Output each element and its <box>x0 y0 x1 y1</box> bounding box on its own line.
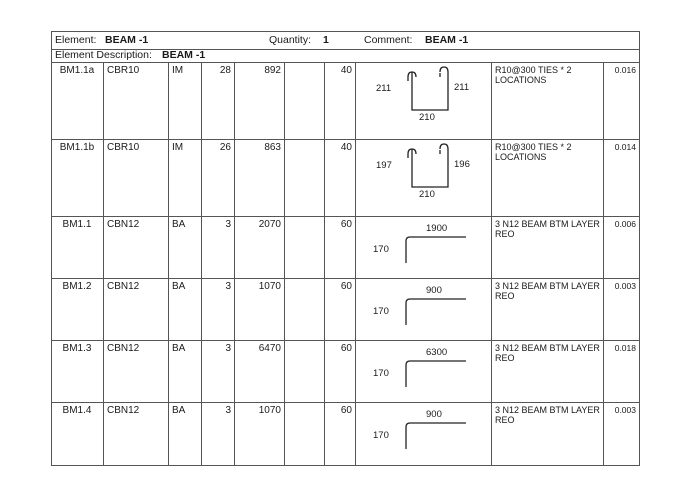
bar-type: BA <box>168 341 201 402</box>
bar-mark: BM1.2 <box>62 281 92 292</box>
bar-length: 863 <box>234 140 284 216</box>
table-row <box>52 402 639 465</box>
bar-code: CBR10 <box>103 140 168 216</box>
dim-top: 6300 <box>426 347 448 358</box>
bar-description: 3 N12 BEAM BTM LAYER REO <box>491 403 603 465</box>
bar-dia: 40 <box>324 63 355 139</box>
dim-left: 197 <box>376 160 392 171</box>
bar-quantity: 28 <box>201 63 234 139</box>
bar-shape-diagram <box>355 341 491 402</box>
bar-type: IM <box>168 140 201 216</box>
bar-length: 1070 <box>234 403 284 465</box>
dim-top: 900 <box>426 409 442 420</box>
bar-weight: 0.014 <box>603 140 639 216</box>
bar-shape-diagram <box>355 279 491 340</box>
bar-length: 6470 <box>234 341 284 402</box>
bar-code: CBR10 <box>103 63 168 139</box>
bar-description: 3 N12 BEAM BTM LAYER REO <box>491 341 603 402</box>
bar-shape-diagram <box>355 140 491 216</box>
bar-weight: 0.003 <box>603 403 639 465</box>
element-label: Element: <box>55 34 97 46</box>
comment-label: Comment: <box>364 34 413 46</box>
dim-top: 1900 <box>426 223 448 234</box>
bar-quantity: 3 <box>201 279 234 340</box>
dim-leg: 170 <box>373 430 389 441</box>
bar-weight: 0.018 <box>603 341 639 402</box>
blank-cell <box>284 217 324 278</box>
bar-code: CBN12 <box>103 279 168 340</box>
bar-code: CBN12 <box>103 217 168 278</box>
bar-schedule-sheet <box>51 31 640 466</box>
bar-quantity: 26 <box>201 140 234 216</box>
table-row <box>52 216 639 278</box>
bar-shape-diagram <box>355 403 491 465</box>
table-row <box>52 62 639 139</box>
comment-value: BEAM -1 <box>425 34 469 46</box>
bar-quantity: 3 <box>201 403 234 465</box>
bar-weight: 0.003 <box>603 279 639 340</box>
bar-length: 2070 <box>234 217 284 278</box>
bar-dia: 60 <box>324 217 355 278</box>
bar-quantity: 3 <box>201 217 234 278</box>
bar-weight: 0.006 <box>603 217 639 278</box>
bar-mark: BM1.1 <box>62 219 92 230</box>
dim-bottom: 210 <box>419 112 435 123</box>
bar-type: BA <box>168 217 201 278</box>
bar-dia: 60 <box>324 279 355 340</box>
bar-mark: BM1.1b <box>59 142 95 153</box>
quantity-value: 1 <box>323 34 329 46</box>
bar-quantity: 3 <box>201 341 234 402</box>
bar-dia: 60 <box>324 341 355 402</box>
description-label: Element Description: <box>55 49 152 61</box>
bar-code: CBN12 <box>103 341 168 402</box>
blank-cell <box>284 403 324 465</box>
bar-type: IM <box>168 63 201 139</box>
bar-dia: 60 <box>324 403 355 465</box>
bar-mark: BM1.3 <box>62 343 92 354</box>
description-value: BEAM -1 <box>162 49 206 61</box>
bar-description: 3 N12 BEAM BTM LAYER REO <box>491 217 603 278</box>
bar-description: R10@300 TIES * 2 LOCATIONS <box>491 140 603 216</box>
bar-shape-diagram <box>355 217 491 278</box>
dim-left: 211 <box>376 83 392 94</box>
element-description-header <box>52 49 639 62</box>
table-row <box>52 278 639 340</box>
element-value: BEAM -1 <box>105 34 149 46</box>
dim-leg: 170 <box>373 306 389 317</box>
bar-type: BA <box>168 279 201 340</box>
bar-type: BA <box>168 403 201 465</box>
dim-right: 196 <box>454 159 470 170</box>
stirrup-shape-icon <box>356 63 492 140</box>
dim-leg: 170 <box>373 244 389 255</box>
bar-length: 1070 <box>234 279 284 340</box>
blank-cell <box>284 341 324 402</box>
blank-cell <box>284 140 324 216</box>
dim-bottom: 210 <box>419 189 435 200</box>
bar-shape-diagram <box>355 63 491 139</box>
table-row <box>52 340 639 402</box>
bar-code: CBN12 <box>103 403 168 465</box>
quantity-label: Quantity: <box>269 34 312 46</box>
dim-top: 900 <box>426 285 442 296</box>
table-row <box>52 139 639 216</box>
bar-description: R10@300 TIES * 2 LOCATIONS <box>491 63 603 139</box>
dim-right: 211 <box>454 82 470 93</box>
bar-weight: 0.016 <box>603 63 639 139</box>
bar-description: 3 N12 BEAM BTM LAYER REO <box>491 279 603 340</box>
dim-leg: 170 <box>373 368 389 379</box>
blank-cell <box>284 279 324 340</box>
stirrup-shape-icon <box>356 140 492 217</box>
bar-mark: BM1.4 <box>62 405 92 416</box>
blank-cell <box>284 63 324 139</box>
element-header <box>52 32 639 50</box>
bar-dia: 40 <box>324 140 355 216</box>
bar-length: 892 <box>234 63 284 139</box>
bar-mark: BM1.1a <box>59 65 95 76</box>
